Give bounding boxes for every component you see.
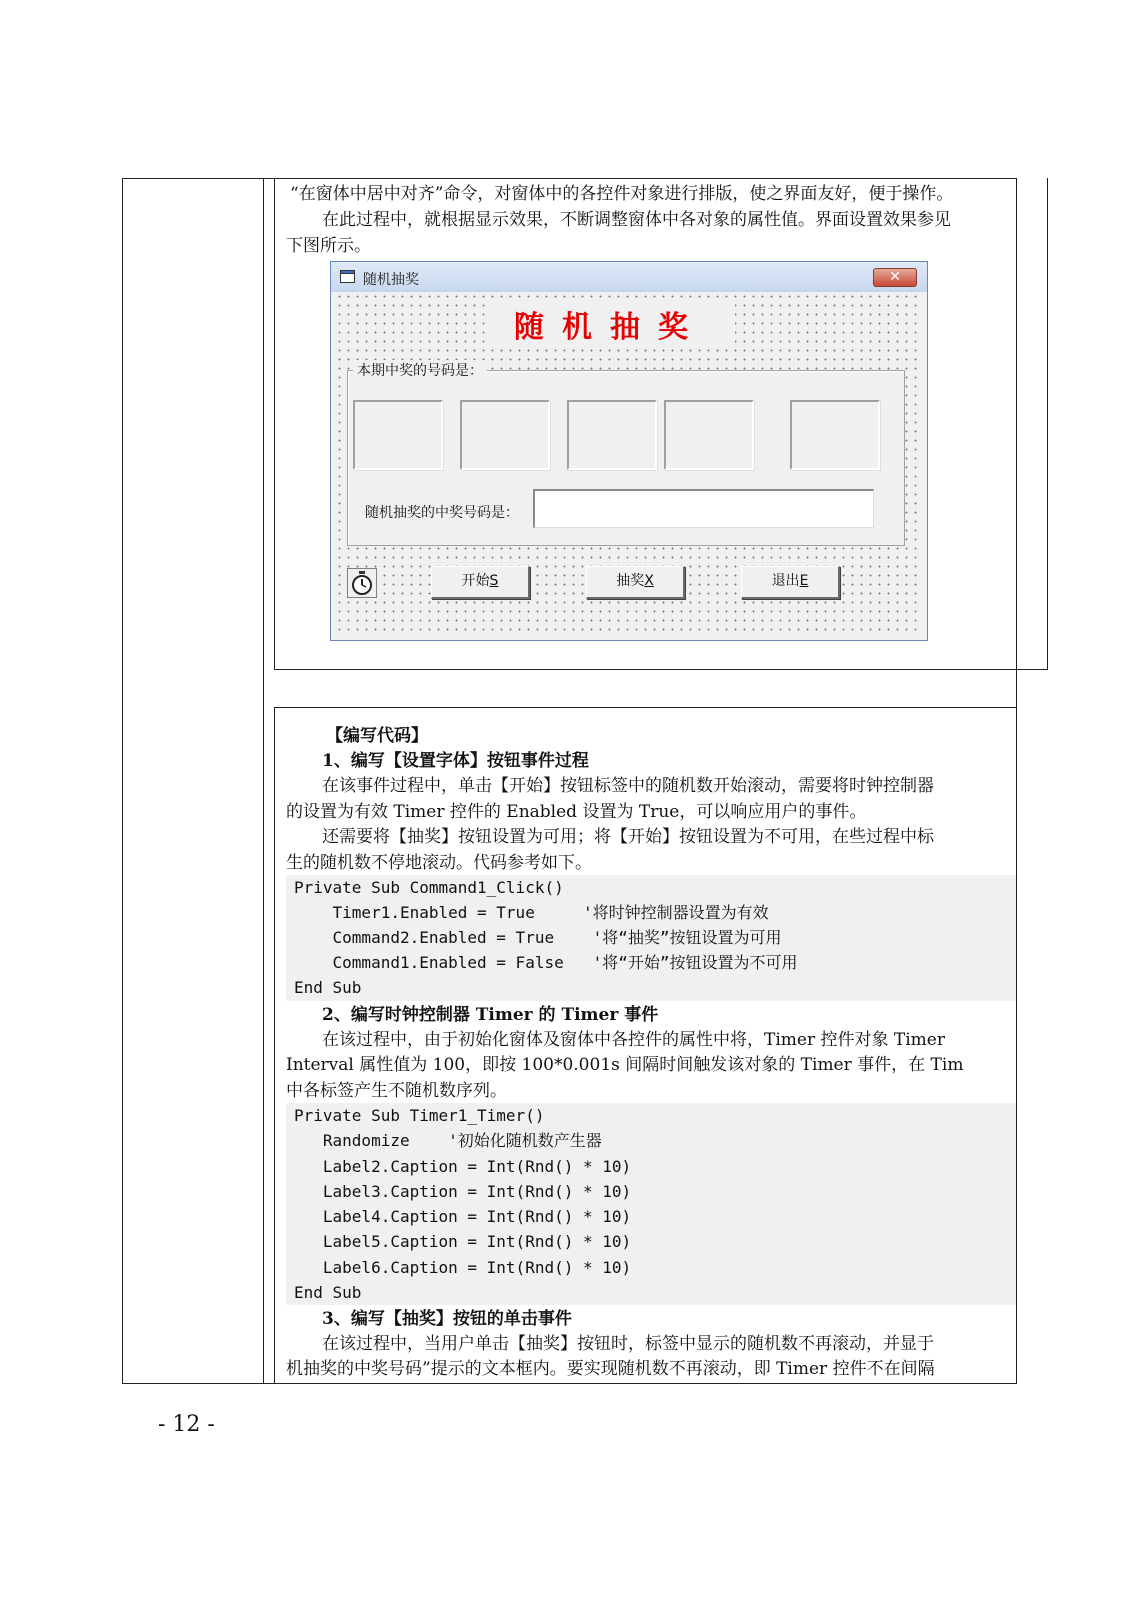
- inner-box1-left: [274, 178, 275, 670]
- paragraph-3b: Interval 属性值为 100，即按 100*0.001s 间隔时间触发该对象的 Timer 事件，在 Tim: [286, 1055, 964, 1075]
- heading-1: 1、编写【设置字体】按钮事件过程: [322, 751, 589, 771]
- result-label: 随机抽奖的中奖号码是：: [365, 502, 519, 522]
- paragraph-1a: 在该事件过程中，单击【开始】按钮标签中的随机数开始滚动，需要将时钟控制器: [322, 776, 934, 796]
- draw-button-accel: X: [644, 573, 654, 589]
- intro-line-1: “在窗体中居中对齐”命令，对窗体中的各控件对象进行排版，使之界面友好，便于操作。: [290, 184, 954, 204]
- code1-line-1: Private Sub Command1_Click(): [294, 878, 564, 897]
- frame-caption: 本期中奖的号码是：: [353, 360, 487, 380]
- dialog-titlebar: [331, 262, 927, 292]
- inner-box1-right: [1047, 178, 1048, 670]
- code2-line-1: Private Sub Timer1_Timer(): [294, 1106, 545, 1125]
- number-box-3: [567, 400, 657, 470]
- result-textbox[interactable]: [533, 489, 874, 528]
- stopwatch-icon: [348, 569, 376, 597]
- draw-button-label: 抽奖: [616, 573, 645, 589]
- paragraph-2a: 还需要将【抽奖】按钮设置为可用；将【开始】按钮设置为不可用，在些过程中标: [322, 827, 934, 847]
- start-button[interactable]: [431, 566, 530, 599]
- exit-button[interactable]: [741, 566, 840, 599]
- section-title: 【编写代码】: [326, 726, 428, 746]
- code2-line-6: Label5.Caption = Int(Rnd() * 10): [294, 1232, 632, 1251]
- exit-button-accel: E: [799, 573, 809, 589]
- paragraph-2b: 生的随机数不停地滚动。代码参考如下。: [286, 853, 592, 873]
- number-box-5: [790, 400, 880, 470]
- code1-line-3: Command2.Enabled = True '将“抽奖”按钮设置为可用: [294, 928, 782, 947]
- form-icon: [340, 270, 355, 283]
- code2-line-8: End Sub: [294, 1283, 362, 1302]
- paragraph-1b: 的设置为有效 Timer 控件的 Enabled 设置为 True，可以响应用户的事件。: [286, 802, 867, 822]
- code1-line-4: Command1.Enabled = False '将“开始”按钮设置为不可用: [294, 953, 798, 972]
- table-outer-bottom-border: [122, 1383, 1017, 1384]
- paragraph-4b: 机抽奖的中奖号码”提示的文本框内。要实现随机数不再滚动，即 Timer 控件不在间隔: [286, 1359, 935, 1379]
- form-client-area: [335, 292, 923, 636]
- inner-box1-bottom: [274, 669, 1048, 670]
- dialog-heading: 随机抽奖: [485, 302, 735, 346]
- heading-2: 2、编写时钟控制器 Timer 的 Timer 事件: [322, 1005, 659, 1025]
- number-box-1: [353, 400, 443, 470]
- table-column-divider: [263, 178, 264, 1384]
- number-box-2: [460, 400, 550, 470]
- code2-line-7: Label6.Caption = Int(Rnd() * 10): [294, 1258, 632, 1277]
- close-icon: ✕: [889, 269, 901, 285]
- table-outer-top-border: [122, 178, 1017, 179]
- lottery-dialog-window: [330, 261, 928, 641]
- inner-box2-top: [274, 707, 1017, 708]
- paragraph-4a: 在该过程中，当用户单击【抽奖】按钮时，标签中显示的随机数不再滚动，并显于: [322, 1334, 934, 1354]
- intro-line-3: 下图所示。: [286, 236, 371, 256]
- close-button[interactable]: [873, 268, 917, 287]
- start-button-label: 开始: [461, 573, 490, 589]
- table-outer-left-border: [122, 178, 123, 1384]
- page-number: - 12 -: [158, 1412, 215, 1437]
- intro-line-2: 在此过程中，就根据显示效果，不断调整窗体中各对象的属性值。界面设置效果参见: [322, 210, 951, 230]
- number-box-4: [664, 400, 754, 470]
- heading-3: 3、编写【抽奖】按钮的单击事件: [322, 1309, 572, 1329]
- paragraph-3a: 在该过程中，由于初始化窗体及窗体中各控件的属性中将，Timer 控件对象 Timer: [322, 1030, 945, 1050]
- draw-button[interactable]: [586, 566, 685, 599]
- inner-box2-left: [274, 707, 275, 1384]
- dialog-title: 随机抽奖: [363, 272, 419, 288]
- code2-line-4: Label3.Caption = Int(Rnd() * 10): [294, 1182, 632, 1201]
- paragraph-3c: 中各标签产生不随机数序列。: [286, 1081, 507, 1101]
- exit-button-label: 退出: [771, 573, 800, 589]
- timer-control: [347, 568, 377, 598]
- table-right-border: [1016, 178, 1017, 1384]
- start-button-accel: S: [489, 573, 499, 589]
- code2-line-5: Label4.Caption = Int(Rnd() * 10): [294, 1207, 632, 1226]
- code2-line-2: Randomize '初始化随机数产生器: [294, 1131, 602, 1150]
- code2-line-3: Label2.Caption = Int(Rnd() * 10): [294, 1157, 632, 1176]
- code1-line-5: End Sub: [294, 978, 362, 997]
- code1-line-2: Timer1.Enabled = True '将时钟控制器设置为有效: [294, 903, 769, 922]
